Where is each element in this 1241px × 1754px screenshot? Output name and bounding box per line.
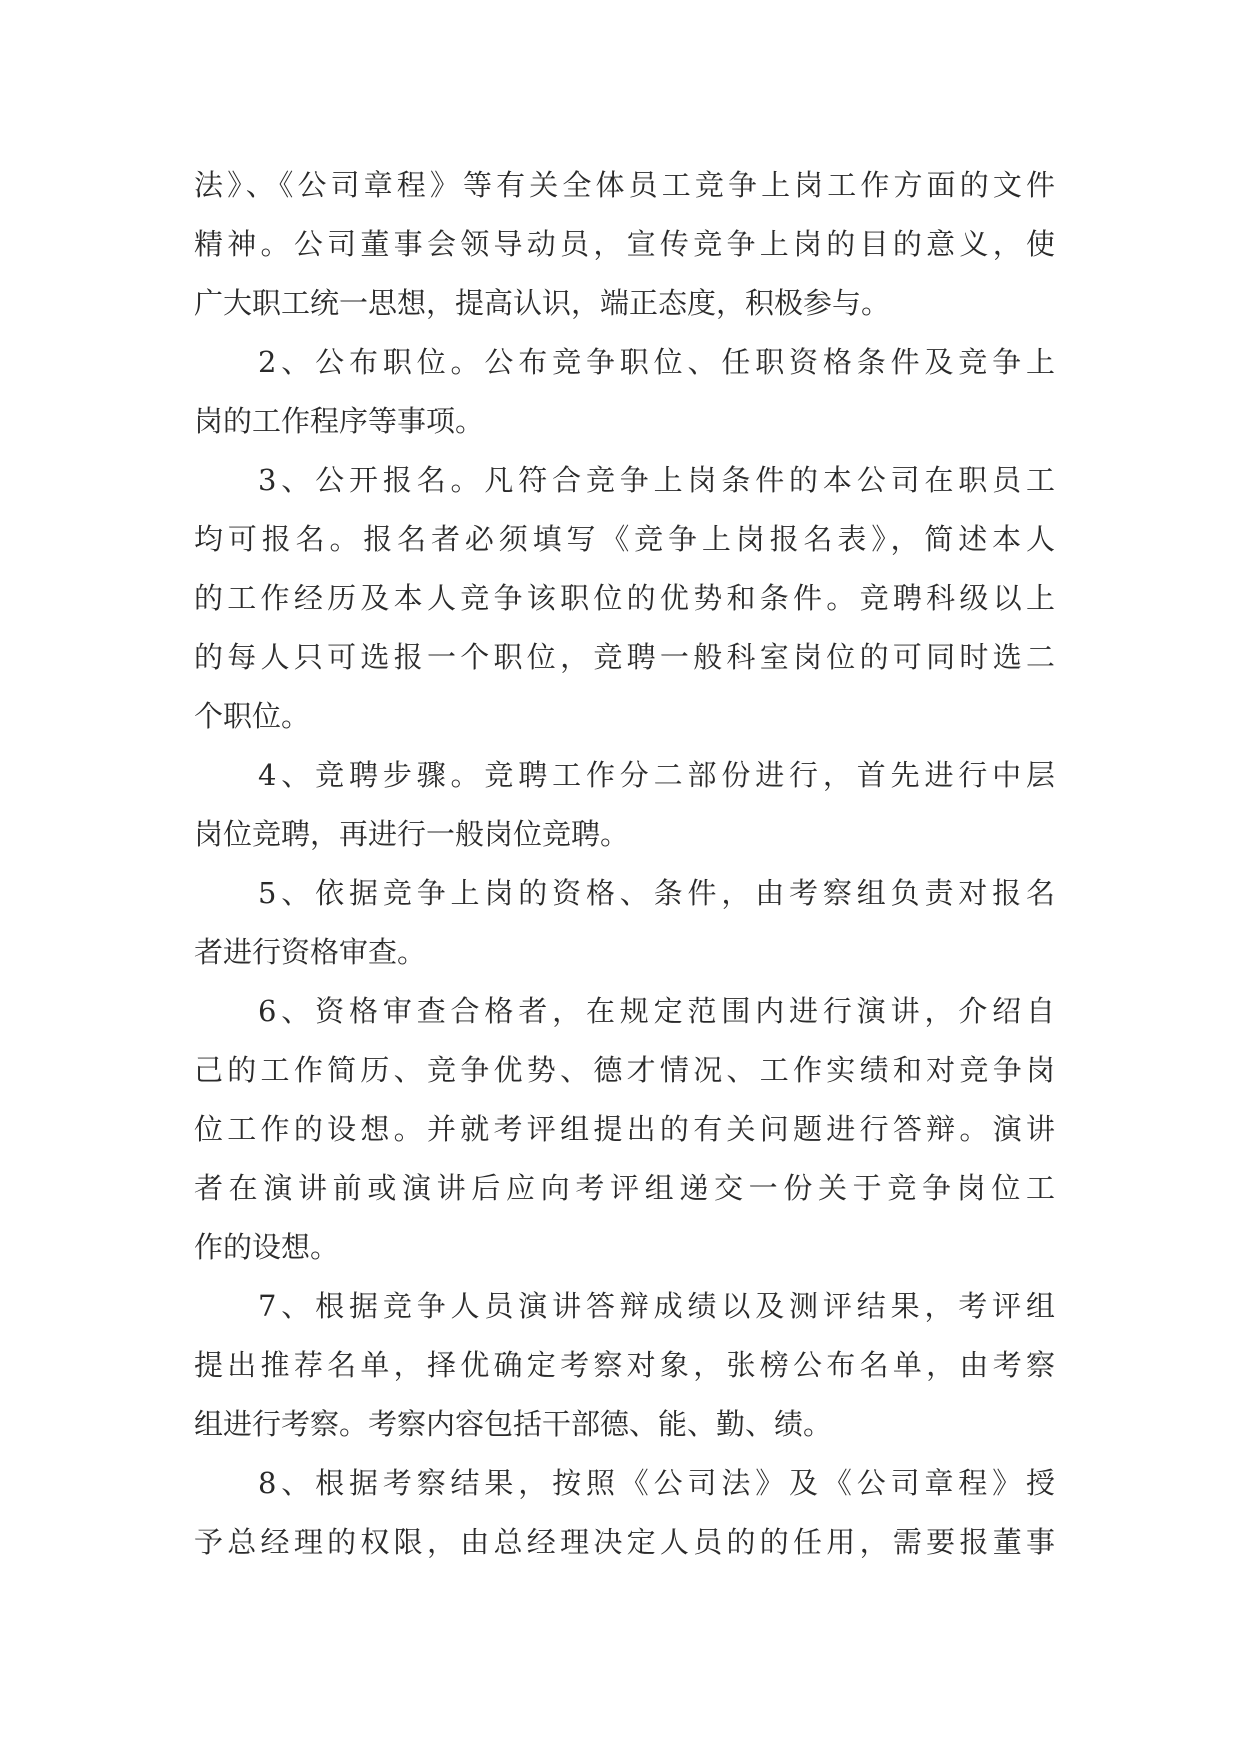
body-text xyxy=(194,156,1055,1572)
text-line: 均可报名。报名者必须填写《竞争上岗报名表》，简述本人 xyxy=(194,522,1055,556)
text-line: 广大职工统一思想，提高认识，端正态度，积极参与。 xyxy=(194,286,891,320)
text-line: 8、根据考察结果，按照《公司法》及《公司章程》授 xyxy=(258,1466,1055,1500)
paragraph-item-4 xyxy=(194,746,1055,864)
text-line: 岗的工作程序等事项。 xyxy=(194,404,485,438)
text-line: 作的设想。 xyxy=(194,1230,340,1264)
text-line: 的每人只可选报一个职位，竞聘一般科室岗位的可同时选二 xyxy=(194,640,1055,674)
text-line: 7、根据竞争人员演讲答辩成绩以及测评结果，考评组 xyxy=(258,1289,1055,1323)
text-line: 提出推荐名单，择优确定考察对象，张榜公布名单，由考察 xyxy=(194,1348,1055,1382)
text-line: 3、公开报名。凡符合竞争上岗条件的本公司在职员工 xyxy=(258,463,1055,497)
text-line: 岗位竞聘，再进行一般岗位竞聘。 xyxy=(194,817,630,851)
paragraph-item-6 xyxy=(194,982,1055,1277)
text-line: 个职位。 xyxy=(194,699,311,733)
text-line: 者进行资格审查。 xyxy=(194,935,427,969)
text-line: 的工作经历及本人竞争该职位的优势和条件。竞聘科级以上 xyxy=(194,581,1055,615)
paragraph-item-2 xyxy=(194,333,1055,451)
paragraph-intro-continuation xyxy=(194,156,1055,333)
paragraph-item-3 xyxy=(194,451,1055,746)
text-line: 予总经理的权限，由总经理决定人员的的任用，需要报董事 xyxy=(194,1525,1055,1559)
text-line: 2、公布职位。公布竞争职位、任职资格条件及竞争上 xyxy=(258,345,1055,379)
text-line: 组进行考察。考察内容包括干部德、能、勤、绩。 xyxy=(194,1407,833,1441)
text-line: 法》、《公司章程》等有关全体员工竞争上岗工作方面的文件 xyxy=(194,168,1055,202)
text-line: 4、竞聘步骤。竞聘工作分二部份进行，首先进行中层 xyxy=(258,758,1055,792)
paragraph-item-5 xyxy=(194,864,1055,982)
paragraph-item-7 xyxy=(194,1277,1055,1454)
text-line: 6、资格审查合格者，在规定范围内进行演讲，介绍自 xyxy=(258,994,1055,1028)
text-line: 者在演讲前或演讲后应向考评组递交一份关于竞争岗位工 xyxy=(194,1171,1055,1205)
paragraph-item-8 xyxy=(194,1454,1055,1572)
text-line: 5、依据竞争上岗的资格、条件，由考察组负责对报名 xyxy=(258,876,1055,910)
text-line: 己的工作简历、竞争优势、德才情况、工作实绩和对竞争岗 xyxy=(194,1053,1055,1087)
text-line: 位工作的设想。并就考评组提出的有关问题进行答辩。演讲 xyxy=(194,1112,1055,1146)
text-line: 精神。公司董事会领导动员，宣传竞争上岗的目的意义，使 xyxy=(194,227,1055,261)
